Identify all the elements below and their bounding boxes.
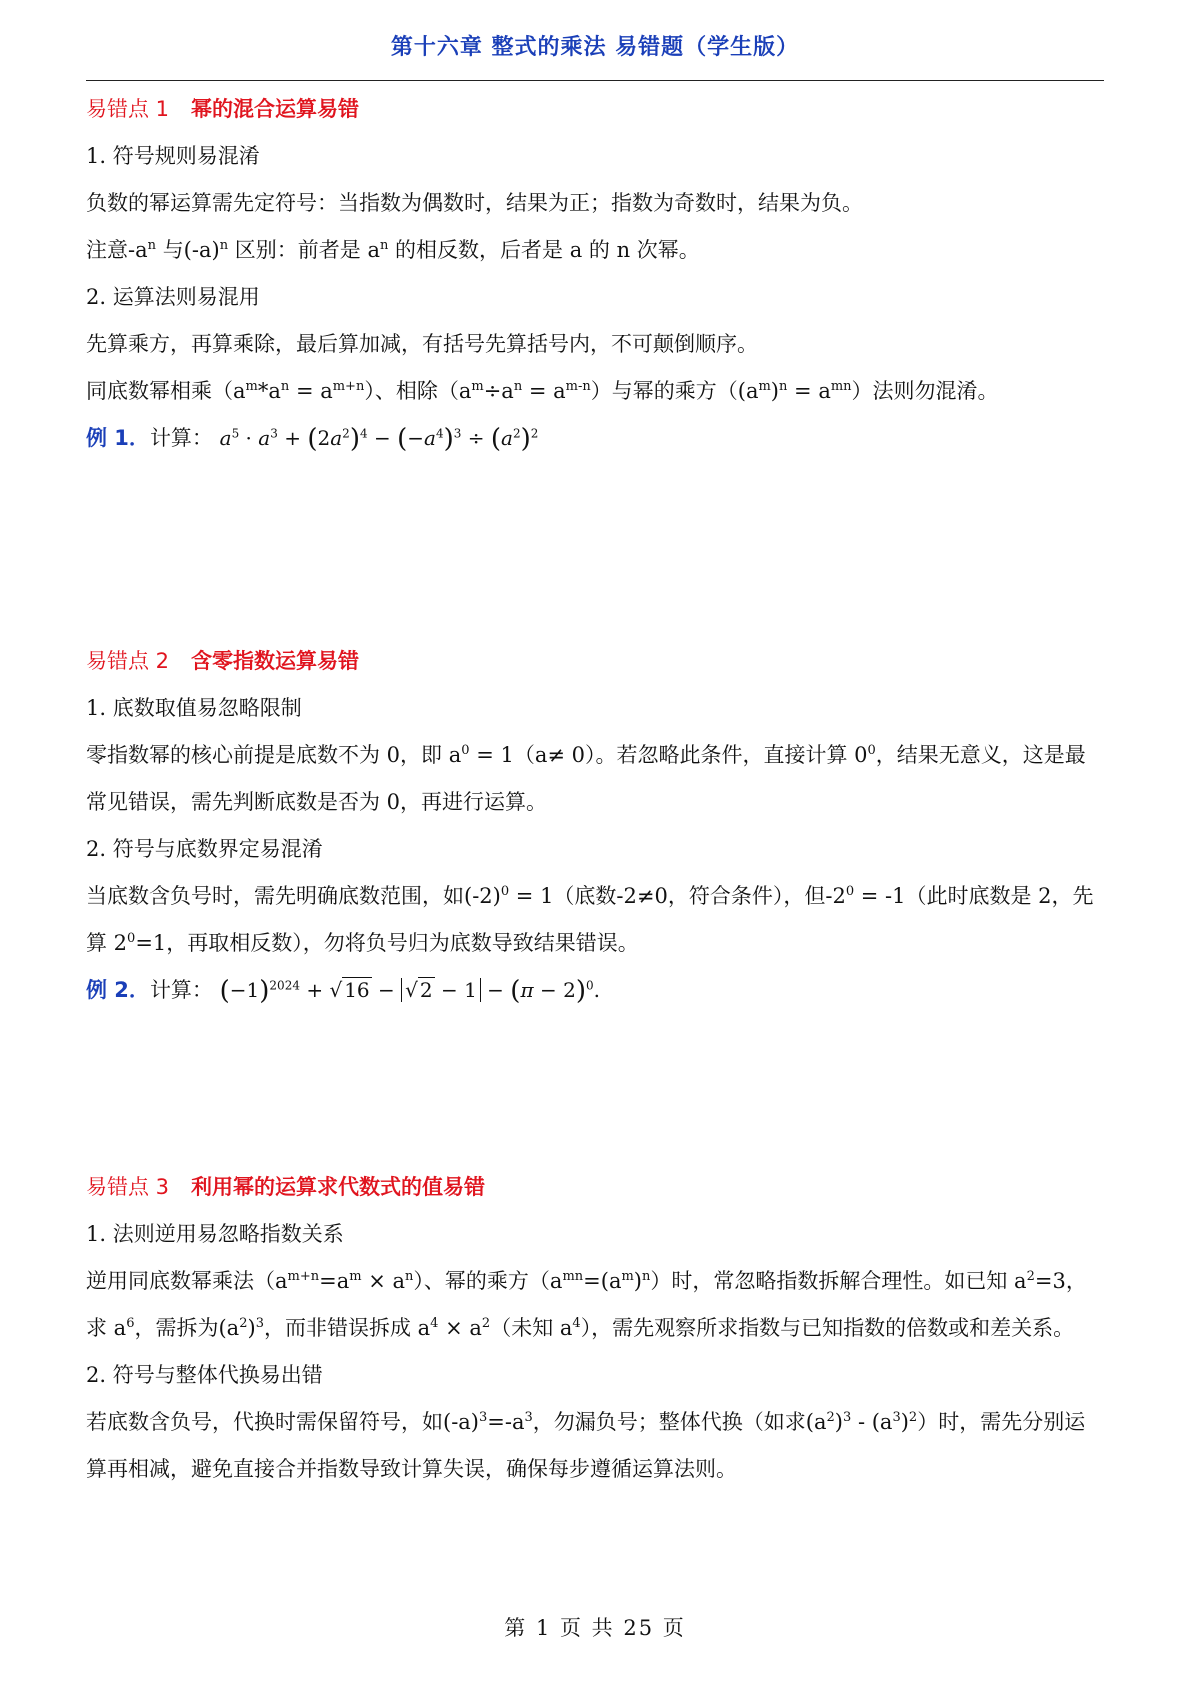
section1-paragraph-2: 注意$-a^n$ 与$(-a)^n$ 区别：前者是 $a^n$ 的相反数，后者是 a 的 n 次幂。: [86, 238, 700, 262]
answer-space-1: [86, 462, 1104, 638]
example-2-label: 例 2．: [86, 978, 150, 1002]
header-divider: [86, 80, 1104, 81]
section2-tag: 易错点 2: [86, 649, 170, 673]
section2-title: 含零指数运算易错: [191, 649, 360, 673]
section2-paragraph-2: 当底数含负号时，需先明确底数范围，如$(-2)^0 = 1$（底数-2≠0，符合条件），但$-2^0 = -1$（此时底数是 2，先算 $2^0=1$，再取相反数），勿将负号归为底数导致结果错误。: [86, 884, 1094, 955]
section1-subheading-2: 2. 运算法则易混用: [86, 285, 260, 309]
example-1: [86, 415, 1104, 462]
section1-heading: [86, 86, 1104, 133]
section3-title: 利用幂的运算求代数式的值易错: [191, 1175, 486, 1199]
section3-heading: [86, 1164, 1104, 1211]
section1-paragraph-3: 先算乘方，再算乘除，最后算加减，有括号先算括号内，不可颠倒顺序。: [86, 332, 758, 356]
example-1-formula: $a^5 \cdot a^3 + (2a^2)^4 - (-a^4)^3 \div (a^2)^2$: [219, 424, 539, 454]
section2-paragraph-1: 零指数幂的核心前提是底数不为 0，即 $a^0 = 1(a\ne 0)$。若忽略此条件，直接计算 $0^0$，结果无意义，这是最常见错误，需先判断底数是否为 0，再进行运算。: [86, 743, 1086, 814]
section2-subheading-2: 2. 符号与底数界定易混淆: [86, 837, 323, 861]
section3-paragraph-1: 逆用同底数幂乘法$(a^{m+n}=a^m \times a^n)$、幂的乘方$(a^{mn}=(a^m)^n)$时，常忽略指数拆解合理性。如已知 $a^2=3$，求 $a^6$，需拆为$(a^2)^3$，而非错误拆成 $a^4 \times a^2$（未知 $a^4$），需先观察所求指数与已知指数的倍数或和差关系。: [86, 1269, 1087, 1340]
example-1-prefix: 计算：: [149, 426, 213, 450]
example-2: [86, 967, 1104, 1014]
section2-heading: [86, 638, 1104, 685]
section1-tag: 易错点 1: [86, 97, 170, 121]
section3-subheading-2: 2. 符号与整体代换易出错: [86, 1363, 323, 1387]
section2-subheading-1: 1. 底数取值易忽略限制: [86, 696, 302, 720]
page-footer: 第 1 页 共 25 页: [504, 1616, 686, 1640]
page-content: [86, 86, 1104, 1493]
section3-paragraph-2: 若底数含负号，代换时需保留符号，如$(-a)^3=-a^3$，勿漏负号；整体代换（如求$(a^2)^3 - (a^3)^2$）时，需先分别运算再相减，避免直接合并指数导致计算失误，确保每步遵循运算法则。: [86, 1410, 1086, 1481]
section1-paragraph-4: 同底数幂相乘$(a^m*a^n = a^{m+n})$、相除$(a^m\div a^n = a^{m-n})$与幂的乘方$((a^m)^n = a^{mn})$法则勿混淆。: [86, 379, 999, 403]
example-2-prefix: 计算：: [149, 978, 213, 1002]
section1-title: 幂的混合运算易错: [191, 97, 360, 121]
example-1-label: 例 1．: [86, 426, 150, 450]
page-header-title: 第十六章 整式的乘法 易错题（学生版）: [390, 35, 800, 60]
answer-space-2: [86, 1014, 1104, 1164]
example-2-formula: $(-1)^{2024}$ + √ 16 − √ $2 - 1 - (\pi - 2)^0$.: [219, 976, 600, 1006]
section3-subheading-1: 1. 法则逆用易忽略指数关系: [86, 1222, 344, 1246]
section3-tag: 易错点 3: [86, 1175, 170, 1199]
section1-subheading-1: 1. 符号规则易混淆: [86, 144, 260, 168]
section1-paragraph-1: 负数的幂运算需先定符号：当指数为偶数时，结果为正；指数为奇数时，结果为负。: [86, 191, 863, 215]
